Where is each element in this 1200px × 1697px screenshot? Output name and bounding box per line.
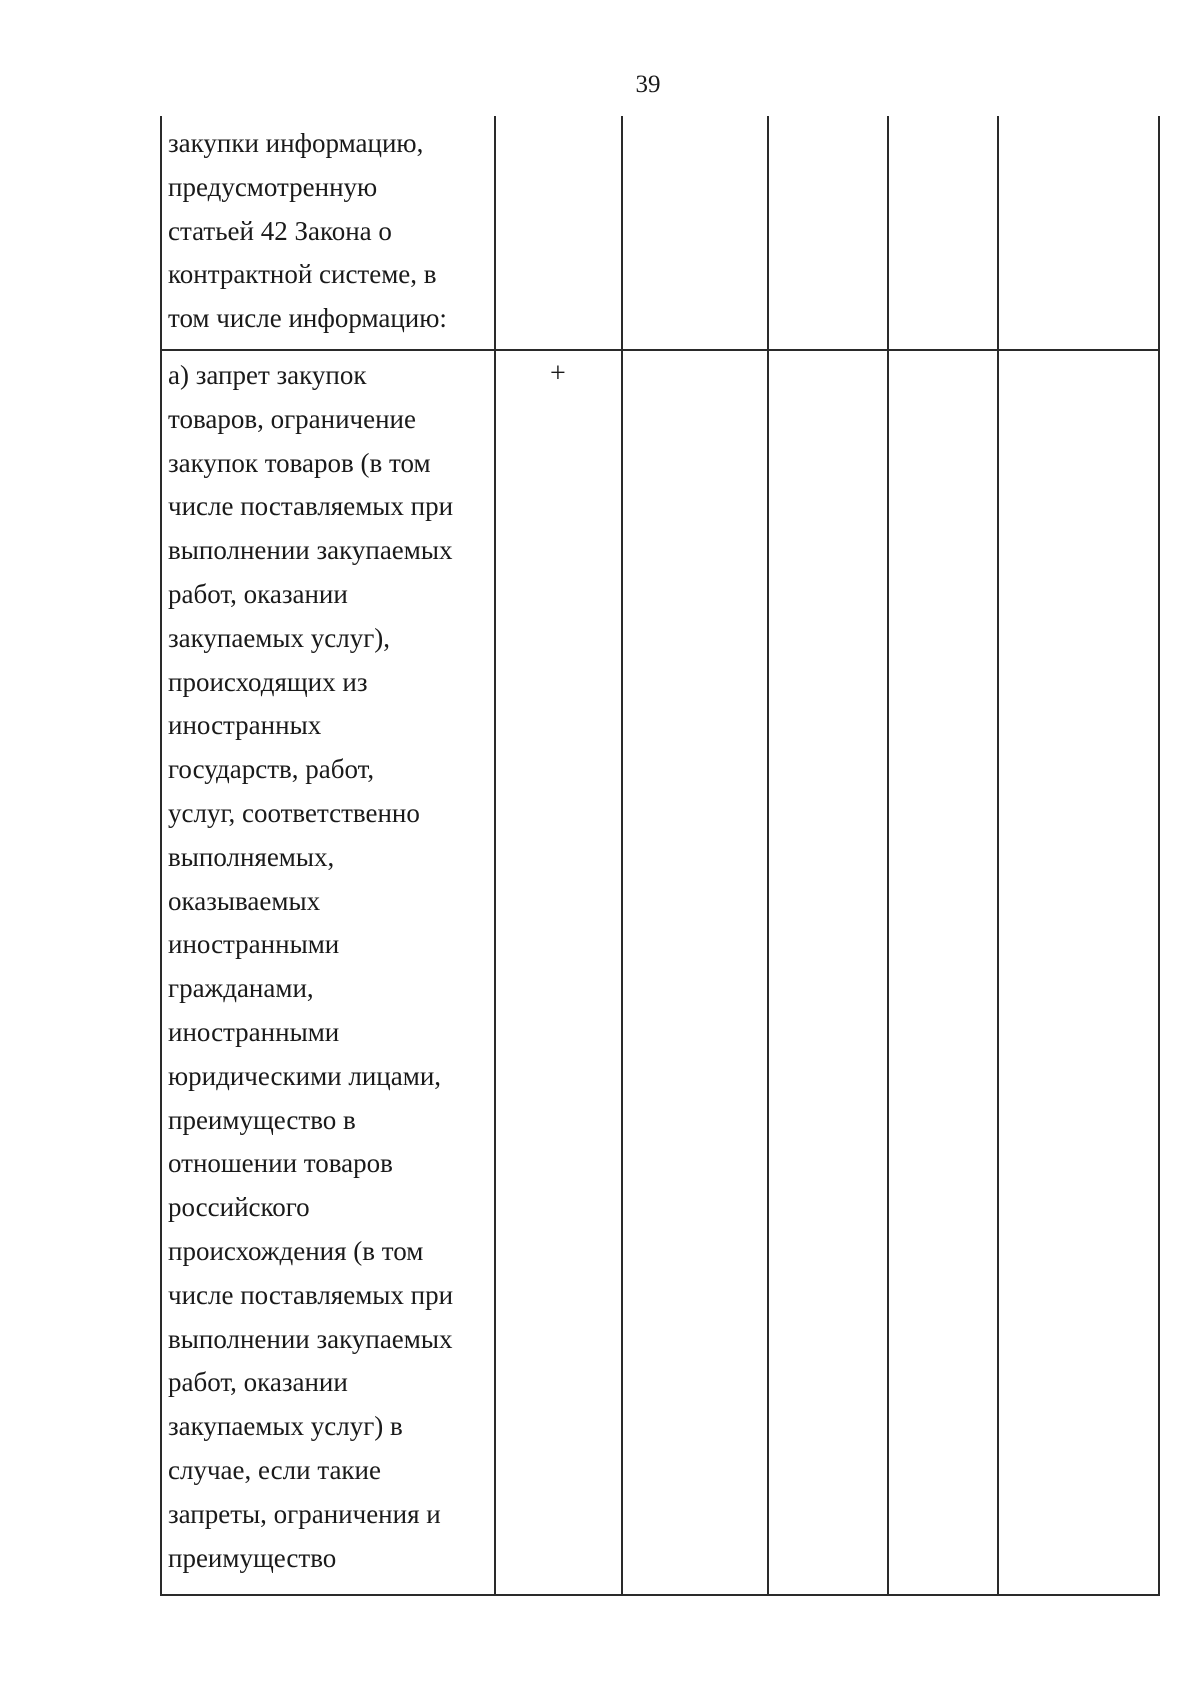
column-divider-3 [767, 116, 769, 1594]
column-divider-4 [887, 116, 889, 1594]
table-row-2-text: а) запрет закупок товаров, ограничение закупок товаров (в том числе поставляемых при выполнении закупаемых работ, оказании закупаемых услуг), происходящих из иностранных государств, работ, услуг, соответственно выполняемых, оказываемых иностранными гражданами, иностранными юридическими лицами, преимущество в отношении товаров российского происхождения (в том числе поставляемых при выполнении закупаемых работ, оказании закупаемых услуг) в случае, если такие запреты, ограничения и преимущество [168, 360, 454, 1573]
table-border-right [1158, 116, 1160, 1594]
column-divider-2 [621, 116, 623, 1594]
table-row-2-plus-mark: + [550, 358, 566, 389]
table-row-1-text: закупки информацию, предусмотренную статьей 42 Закона о контрактной системе, в том числе информацию: [168, 128, 447, 334]
column-divider-5 [997, 116, 999, 1594]
requirements-table [160, 116, 1160, 1596]
row-divider [160, 349, 1160, 351]
table-border-left [160, 116, 162, 1596]
table-border-bottom [160, 1594, 1160, 1596]
page-number: 39 [635, 71, 661, 98]
